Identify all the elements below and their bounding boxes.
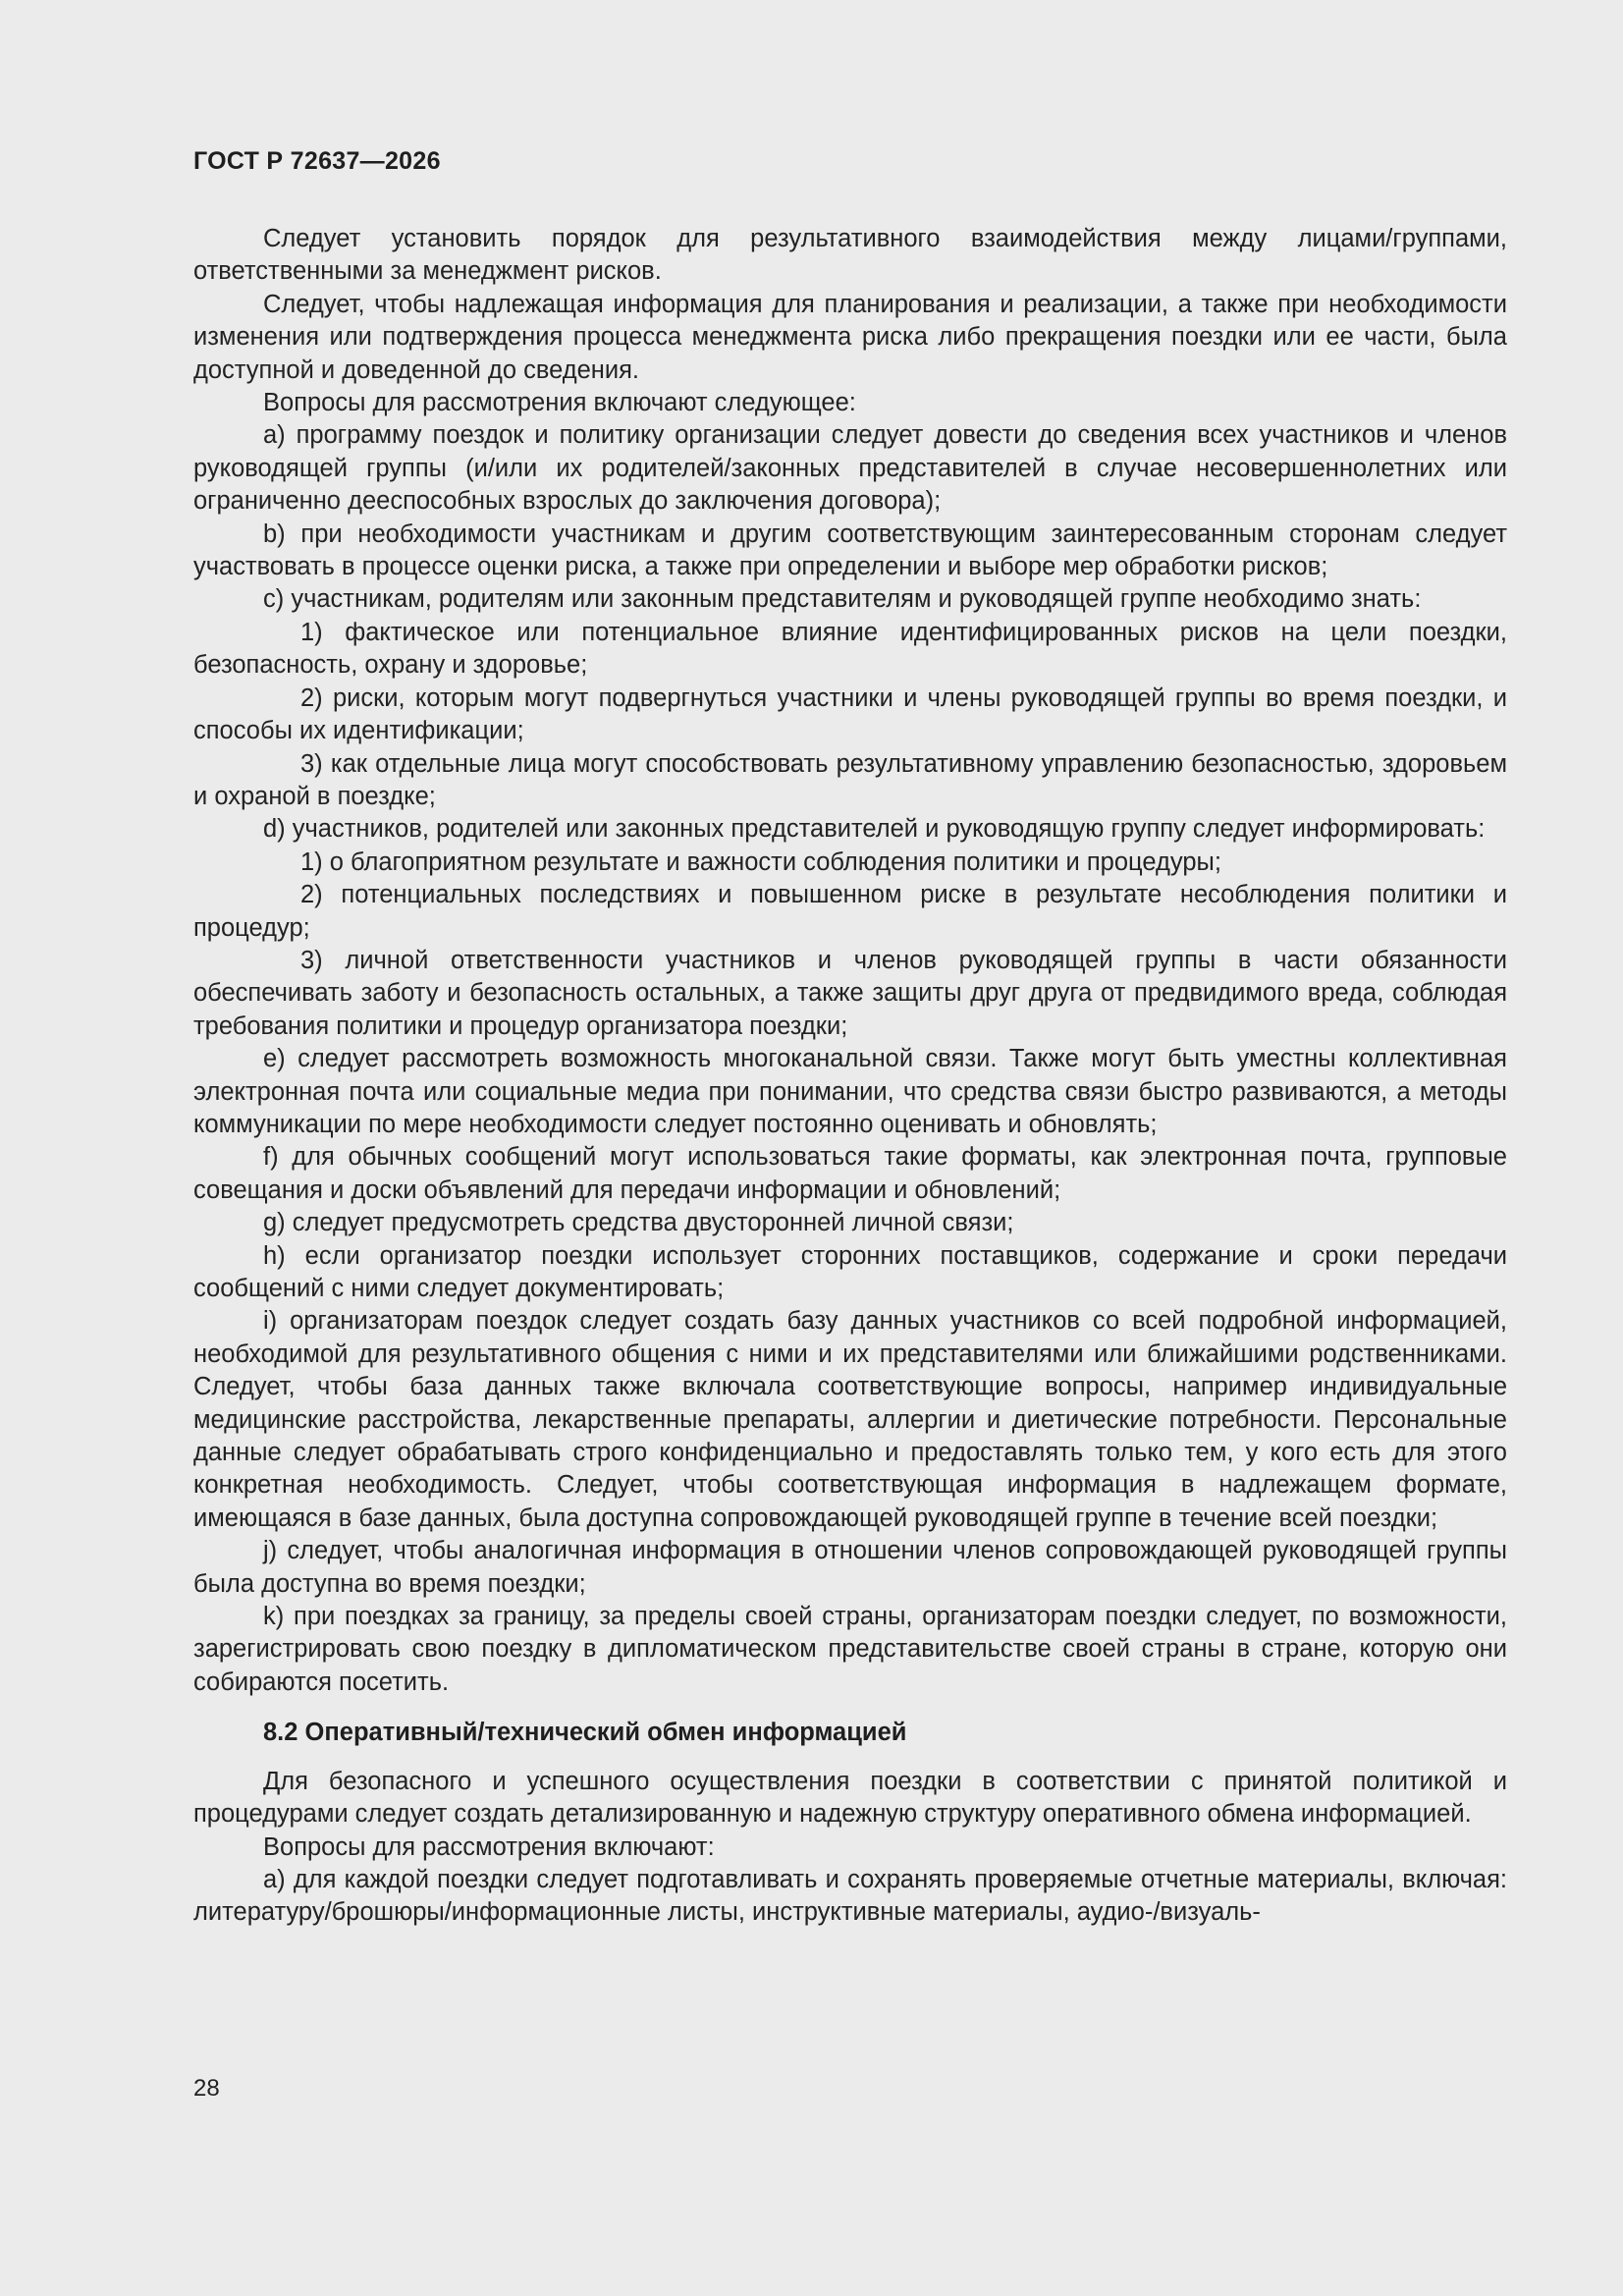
paragraph: Следует установить порядок для результативного взаимодействия между лицами/группами, ответственными за менеджмент рисков. <box>193 225 1507 286</box>
sublist-item: 3) как отдельные лица могут способствовать результативному управлению безопасностью, здоровьем и охраной в поездке; <box>193 749 1507 810</box>
section-paragraph: Для безопасного и успешного осуществления поездки в соответствии с принятой политикой и процедурами следует создать детализированную и надежную структуру оперативного обмена информацией. <box>193 1767 1507 1829</box>
list-item-i: i) организаторам поездок следует создать базу данных участников со всей подробной информацией, необходимой для результативного общения с ними и их представителями или ближайшими родственниками. Следует, чтобы база данных также включала соответствующие вопросы, например индивидуальные медицинские расстройства, лекарственные препараты, аллергии и диетические потребности. Персональные данные следует обрабатывать строго конфиденциально и предоставлять только тем, у кого есть для этого конкретная необходимость. Следует, чтобы соответствующая информация в надлежащем формате, имеющаяся в базе данных, была доступна сопровождающей руководящей группе в течение всей поездки; <box>193 1307 1507 1532</box>
sublist-item: 1) о благоприятном результате и важности соблюдения политики и процедуры; <box>300 847 1221 876</box>
section-paragraph: Вопросы для рассмотрения включают: <box>263 1832 715 1861</box>
page-number: 28 <box>193 2075 220 2102</box>
paragraph: Вопросы для рассмотрения включают следующее: <box>263 389 856 417</box>
section-list-item-a: a) для каждой поездки следует подготавливать и сохранять проверяемые отчетные материалы, включая: литературу/брошюры/информационные листы, инструктивные материалы, аудио-/визуаль- <box>193 1865 1507 1927</box>
list-item-k: k) при поездках за границу, за пределы своей страны, организаторам поездки следует, по возможности, зарегистрировать свою поездку в дипломатическом представительстве своей страны в стране, которую они собираются посетить. <box>193 1603 1507 1696</box>
paragraph: Следует, чтобы надлежащая информация для планирования и реализации, а также при необходимости изменения или подтверждения процесса менеджмента риска либо прекращения поездки или ее части, была доступной и доведенной до сведения. <box>193 290 1507 384</box>
sublist-item: 3) личной ответственности участников и членов руководящей группы в части обязанности обеспечивать заботу и безопасность остальных, а также защиты друг друга от предвидимого вреда, соблюдая требования политики и процедур организатора поездки; <box>193 946 1507 1040</box>
body-text <box>193 223 1507 1930</box>
list-item-d: d) участников, родителей или законных представителей и руководящую группу следует информировать: <box>263 815 1486 844</box>
list-item-f: f) для обычных сообщений могут использоваться такие форматы, как электронная почта, групповые совещания и доски объявлений для передачи информации и обновлений; <box>193 1143 1507 1204</box>
sublist-item: 1) фактическое или потенциальное влияние идентифицированных рисков на цели поездки, безопасность, охрану и здоровье; <box>193 618 1507 680</box>
section-heading: 8.2 Оперативный/технический обмен информацией <box>263 1719 907 1747</box>
list-item-g: g) следует предусмотреть средства двусторонней личной связи; <box>263 1209 1014 1237</box>
standard-designation: ГОСТ Р 72637—2026 <box>193 147 441 175</box>
sublist-item: 2) риски, которым могут подвергнуться участники и члены руководящей группы во время поездки, и способы их идентификации; <box>193 683 1507 745</box>
list-item-j: j) следует, чтобы аналогичная информация в отношении членов сопровождающей руководящей группы была доступна во время поездки; <box>193 1537 1507 1598</box>
list-item-b: b) при необходимости участникам и другим соответствующим заинтересованным сторонам следует участвовать в процессе оценки риска, а также при определении и выборе мер обработки рисков; <box>193 519 1507 581</box>
list-item-c: c) участникам, родителям или законным представителям и руководящей группе необходимо знать: <box>263 585 1422 614</box>
list-item-e: e) следует рассмотреть возможность многоканальной связи. Также могут быть уместны коллективная электронная почта или социальные медиа при понимании, что средства связи быстро развиваются, а методы коммуникации по мере необходимости следует постоянно оценивать и обновлять; <box>193 1045 1507 1138</box>
list-item-h: h) если организатор поездки использует сторонних поставщиков, содержание и сроки передачи сообщений с ними следует документировать; <box>193 1241 1507 1302</box>
sublist-item: 2) потенциальных последствиях и повышенном риске в результате несоблюдения политики и процедур; <box>193 881 1507 942</box>
list-item-a: a) программу поездок и политику организации следует довести до сведения всех участников и членов руководящей группы (и/или их родителей/законных представителей в случае несовершеннолетних или ограниченно дееспособных взрослых до заключения договора); <box>193 421 1507 516</box>
